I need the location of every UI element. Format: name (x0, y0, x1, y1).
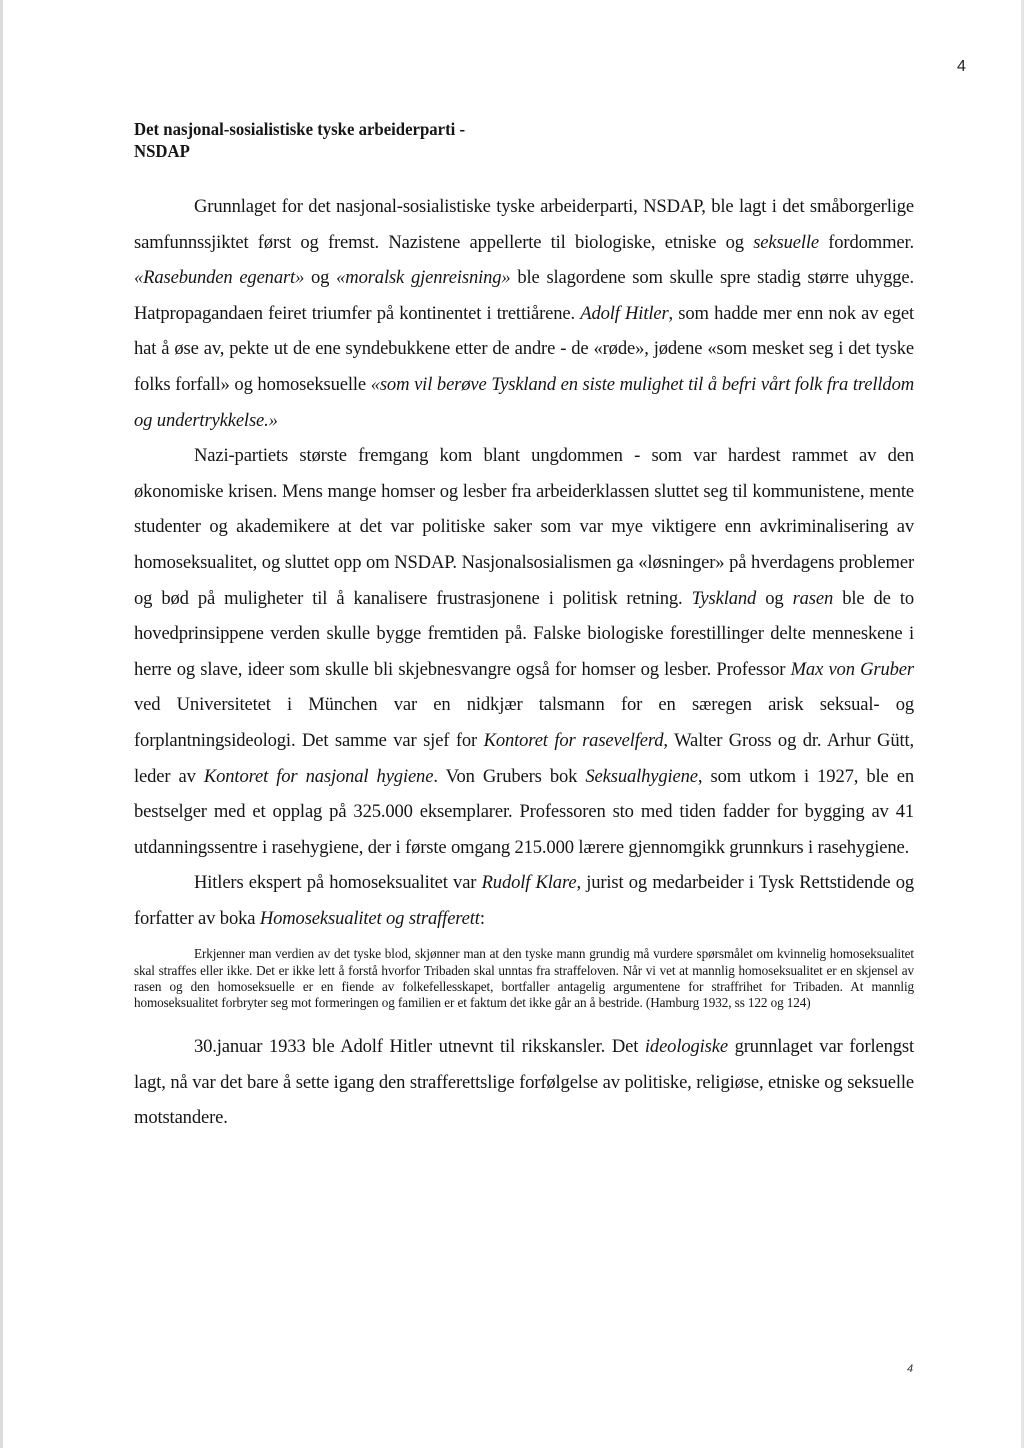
paragraph-nazi-party-growth (134, 438, 914, 865)
italic-emphasis: Adolf Hitler (580, 302, 669, 324)
italic-emphasis: Kontoret for nasjonal hygiene (203, 765, 434, 787)
text-run: Grunnlaget for det nasjonal-sosialistiske tyske arbeiderparti, NSDAP, ble lagt i det småborgerlige samfunnssjiktet først og fremst. Nazistene appellerte til biologiske, etniske og (134, 196, 914, 253)
italic-emphasis: Max von Gruber (790, 658, 914, 680)
block-quote-klare: Erkjenner man verdien av det tyske blod, skjønner man at den tyske mann grundig må vurdere spørsmålet om kvinnelig homoseksualitet skal straffes eller ikke. Det er ikke lett å forstå hvorfor Tribaden skal unntas fra straffeloven. Når vi vet at mannlig homoseksualitet er en skjensel av rasen og den homoseksuelle er en fiende av folkefellesskapet, bortfaller antagelig argumentene for straffrihet for Tribaden. At mannlig homoseksualitet forbryter seg mot formeringen og familien er et faktum det ikke går an å bestride. (Hamburg 1932, ss 122 og 124) (134, 946, 914, 1011)
italic-emphasis: seksuelle (753, 231, 819, 253)
text-run: , Walter Gross og dr. Arhur Gütt, leder av (134, 729, 914, 787)
italic-emphasis: rasen (792, 587, 834, 609)
italic-emphasis: Seksualhygiene (585, 765, 698, 787)
paragraph-closing (134, 1029, 914, 1136)
footer-page-mark: 4 (907, 1363, 914, 1375)
paragraph-intro (134, 189, 914, 438)
text-run: og (304, 267, 337, 289)
page-number: 4 (957, 58, 966, 75)
text-run: . Von Grubers bok (433, 765, 586, 787)
text-run: , som utkom i 1927, ble en bestselger med et opplag på 325.000 eksemplarer. Professoren sto med tiden fadder for bygging av 41 utdanningssentre i rasehygiene, der i første omgang 215.000 lærere gjennomgikk grunnkurs i rasehygiene. (134, 765, 914, 858)
text-run: ble de to hovedprinsippene verden skulle bygge fremtiden på. Falske biologiske forestillinger delte menneskene i herre og slave, ideer som skulle bli skjebnesvangre også for homser og lesber. Professor (134, 587, 914, 680)
text-run: ble slagordene som skulle spre stadig større uhygge. Hatpropagandaen feiret triumfer på kontinentet i trettiårene. (134, 267, 915, 324)
document-body (134, 118, 914, 1136)
text-run: grunnlaget var forlengst lagt, nå var det bare å sette igang den strafferettslige forfølgelse av politiske, religiøse, etniske og seksuelle motstandere. (134, 1036, 915, 1129)
italic-emphasis: «moralsk gjenreisning» (336, 267, 511, 289)
text-run: ved Universitetet i München var en nidkjær talsmann for en særegen arisk seksual- og forplantningsideologi. Det samme var sjef for (134, 694, 914, 751)
italic-emphasis: «som vil berøve Tyskland en siste mulighet til å befri vårt folk fra trelldom og undertrykkelse.» (134, 373, 914, 431)
section-heading-line-2: NSDAP (134, 141, 190, 161)
text-run: fordommer. (818, 231, 915, 253)
italic-emphasis: Kontoret for rasevelferd (483, 729, 664, 751)
text-run: , som hadde mer enn nok av eget hat å øse av, pekte ut de ene syndebukkene etter de andre - de «røde», jødene «som mesket seg i det tyske folks forfall» og homoseksuelle (134, 302, 914, 395)
italic-emphasis: «Rasebunden egenart» (134, 267, 305, 289)
italic-emphasis: ideologiske (644, 1036, 728, 1058)
text-run: Hitlers ekspert på homoseksualitet var (194, 872, 482, 894)
text-run: og (756, 587, 793, 609)
paragraph-rudolf-klare (134, 865, 914, 936)
text-run: : (479, 907, 485, 929)
section-heading (134, 118, 859, 162)
section-heading-line-1: Det nasjonal-sosialistiske tyske arbeiderparti - (134, 119, 466, 139)
text-run: 30.januar 1933 ble Adolf Hitler utnevnt til rikskansler. Det (194, 1036, 645, 1058)
text-run: , jurist og medarbeider i Tysk Rettstidende og forfatter av boka (134, 872, 915, 929)
italic-emphasis: Homoseksualitet og strafferett (259, 907, 480, 929)
italic-emphasis: Tyskland (691, 587, 757, 609)
italic-emphasis: Rudolf Klare (481, 872, 577, 894)
text-run: Nazi-partiets største fremgang kom blant ungdommen - som var hardest rammet av den økonomiske krisen. Mens mange homser og lesber fra arbeiderklassen sluttet seg til kommunistene, mente studenter og akademikere at det var politiske saker som var mye viktigere enn avkriminalisering av homoseksualitet, og sluttet opp om NSDAP. Nasjonalsosialismen ga «løsninger» på hverdagens problemer og bød på muligheter til å kanalisere frustrasjonene i politisk retning. (134, 445, 914, 609)
